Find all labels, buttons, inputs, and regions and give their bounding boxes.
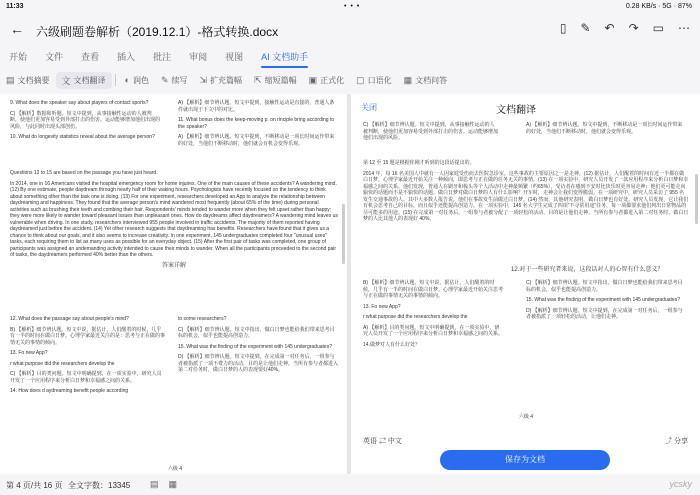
close-button[interactable]: 关闭: [361, 103, 377, 112]
tr-answer-9: C) 【解析】细节辨认题。短文中提到，从事接触性运动的人被判断，使他们更加容易受到外部打击的伤害。运动能够增加他们出现的风险。: [363, 122, 499, 141]
status-dots: • • •: [344, 3, 361, 10]
tool-expand[interactable]: [194, 73, 249, 88]
answer-14: C) 【解析】细节辨认题。短文中指出，做白日梦也能给我们带来思考目标的机会，似乎也能提高创造力。: [178, 326, 335, 339]
share-label: 分享: [674, 438, 688, 445]
toolbar-divider: [115, 74, 116, 86]
document-pane[interactable]: [0, 94, 347, 474]
question-11: 11. What bonus does the keep-moving p. on rinciple bring according to the speaker?: [178, 117, 335, 130]
answer-11: A) 【解析】细节辨认题。短文中提到，接触性运动是直接的，普通人条件就出现于下文中的对比。: [178, 100, 335, 113]
document-title: 六级刷题卷解析（2019.12.1）-格式转换.docx: [36, 25, 279, 39]
tool-shorten[interactable]: [248, 73, 303, 88]
tool-label: 文档摘要: [17, 75, 50, 85]
word-count: 全文字数：13345: [68, 481, 131, 490]
tr-answer-15: D) 【解析】细节辨认题。短文中提到，在完成第一对任务后，一组参与者被指派了一项轻松的活动，让他们走神。: [526, 307, 683, 320]
tr-passage-intro: 第 12 至 15 题是根据你刚才听到的这段话提出的。: [363, 160, 475, 166]
menu-file[interactable]: 文件: [45, 52, 64, 62]
tr-question-14: 14.做梦对人有什么好处？: [363, 341, 420, 348]
tr-answer-14: C) 【解析】细节辨认题。短文中指出，做白日梦也能给我们带来思考目标的机会，似乎也能提高创造力。: [526, 280, 683, 293]
tr-col-bottom-right: [526, 280, 686, 325]
left-col-top: [10, 100, 160, 145]
save-as-doc-button[interactable]: 保存为文档: [440, 450, 610, 470]
menu-ai-assistant[interactable]: AI 文档助手: [252, 48, 317, 66]
question-9: 9. What does the speaker say about players of contact sports?: [10, 100, 149, 106]
summary-icon: ▤: [6, 74, 15, 85]
right-col-bottom: [178, 316, 338, 378]
status-footer: [0, 477, 700, 495]
menu-start[interactable]: 开始: [9, 52, 28, 62]
tr-question-15: 15. What was the finding of the experiment with 145 undergraduates?: [526, 297, 680, 303]
back-arrow-icon[interactable]: ←: [10, 21, 24, 37]
status-indicators: 0.28 KB/s · 5G · 87%: [625, 3, 692, 10]
layout-icon[interactable]: ▭: [652, 21, 664, 35]
question-14-cont: to some researchers?: [178, 316, 227, 322]
left-col-bottom: [10, 316, 165, 399]
tool-doc-translate[interactable]: [56, 72, 112, 89]
tool-formal[interactable]: [303, 73, 351, 88]
redo-icon[interactable]: ↷: [628, 21, 639, 35]
translation-title: 文档翻译: [496, 105, 536, 116]
tr-scrollbar[interactable]: [695, 174, 698, 224]
share-icon: ⤴: [665, 438, 674, 445]
answer-9: C) 【解析】数据和听题。短文中提到，从事接触性运动的人被判断，使他们更加容易受到外部打击的伤害。运动能够增加他们出现的风险，与此同时出现头部创伤。: [10, 110, 161, 130]
tr-answer-11: A) 【解析】细节辨认题。短文中提到，不断移动是一项长时间运作带来的好处，当他们不断移动时，他们就会变得乐观。: [526, 122, 683, 135]
qa-icon: ▦: [403, 74, 413, 85]
title-tools: [560, 21, 690, 35]
answer-13: C) 【解析】目的类问题。短文中明确提到，在一项实验中，研究人员开发了一个应用程序来分析白日梦和幸福感之间的关系。: [10, 371, 162, 384]
menu-review[interactable]: 审阅: [189, 52, 208, 62]
footer-icons: [150, 479, 177, 490]
question-15: 15. What was the finding of the experiment with 145 undergraduates?: [178, 343, 332, 350]
tool-label: 缩短篇幅: [264, 75, 297, 85]
tool-label: 文档问答: [415, 75, 448, 85]
book-icon[interactable]: ▯: [559, 21, 567, 35]
formal-icon: ▣: [308, 74, 318, 85]
more-icon[interactable]: ⋯: [678, 21, 690, 35]
grid-icon[interactable]: ▦: [168, 479, 178, 489]
tool-label: 润色: [132, 75, 149, 85]
tool-doc-qa[interactable]: [398, 73, 454, 88]
menu-bar: [0, 48, 700, 66]
question-13-cont: r what purpose did the researchers develop the: [10, 360, 115, 367]
tr-question-13: 13. Fo new App?: [363, 303, 401, 310]
tool-colloquial[interactable]: [350, 73, 398, 88]
tr-answer-13: A) 【解析】目的类问题。短文中明确提到，在一项实验中，研究人员开发了一个应用程序来分析白日梦和幸福感之间的关系。: [363, 324, 504, 337]
expand-icon: ⇲: [199, 74, 208, 85]
tr-page-number: 六级 4: [518, 414, 534, 420]
tr-col-top-left: [363, 122, 498, 146]
answer-heading: 答案详解: [161, 262, 186, 269]
menu-view[interactable]: 查看: [81, 52, 100, 62]
menu-comment[interactable]: 批注: [153, 52, 172, 62]
tr-answer-12: B) 【解析】细节辨认题。短文中说，据估计，人们醒着的时候，几乎有一半的时间在做白日梦。心理学家最近开始关注思考与正在做的事情无关的事情的倾向。: [363, 280, 504, 299]
passage-intro: Questions 12 to 15 are based on the passage you have just heard.: [10, 170, 158, 176]
shrink-icon: ⇱: [254, 74, 262, 85]
tool-label: 续写: [171, 75, 188, 85]
page-indicator: 第 4 页/共 16 页: [6, 481, 63, 490]
answer-15: D) 【解析】细节辨认题。短文中提到，在完成第一对任务后，一组参与者被指派了一项不费力的活动，目的是让他们走神，当所有参与者都进入第二对任务时，做白日梦的人的表现要好40%。: [178, 354, 339, 373]
title-bar: [0, 16, 700, 44]
tool-label: 文档翻译: [73, 75, 106, 85]
share-button[interactable]: [665, 436, 688, 446]
translation-header: [351, 94, 700, 116]
answer-11b: A) 【解析】细节辨认题。短文中提到，不断移动是一项长时间运作带来的好处，当他们不断移动时，他们就会有机会变得乐观。: [178, 134, 335, 147]
edit-icon[interactable]: ✎: [580, 21, 591, 35]
scrollbar[interactable]: [342, 204, 345, 264]
translation-footer: [351, 430, 700, 474]
layout-icon[interactable]: ▤: [150, 479, 159, 489]
tool-label: 口语化: [367, 75, 392, 85]
tool-label: 正式化: [320, 75, 345, 85]
tool-label: 扩充篇幅: [210, 75, 243, 85]
status-time: 11:33: [6, 3, 24, 10]
tool-polish[interactable]: [119, 73, 155, 88]
pen-icon: ✎: [160, 74, 169, 85]
question-13: 13. Fo new App?: [10, 350, 48, 356]
translation-pane: [351, 94, 700, 474]
passage-text: In 2014, one in 16 Americans visited the hospital emergency room for home injuries. One of the main causes of these accidents? A wandering mind. (12) By one estimate, people daydream through nearly half of their waking hours. Psychologists have recently focused on the tendency to think about something other than the task one is doing. (13) For one experiment, researchers developed an App to analyze the relationship between daydreaming and happiness. They found that the average person's mind wandered most frequently (about 65% of the time) during personal activities such as brushing their teeth and combing their hair. Respondents' minds tended to wander more when they felt upset rather than happy; they were more likely to wander toward pleasant issues than unpleasant ones. How do daydreams affect daydreamers? A wandering mind leaves us vulnerable when driving. In one study, researchers interviewed 955 people involved in traffic accidents. The majority of them reported having daydreamed just before the accident. (14) Yet other research suggests that daydreaming has benefits. Researchers have found that it gives us a chance to think about our goals, and it also seems to increase creativity. In one experiment, 145 undergraduates completed four "unusual uses" tasks, each requiring them to list as many uses as possible for an everyday object. (15) After the first pair of tasks was completed, one group of participants was assigned an undemanding activity intended to cause their minds to wander. When all the participants proceeded to the second pair of tasks, the daydreamers performed 40% better than the others.: [10, 180, 338, 258]
undo-icon[interactable]: ↶: [604, 21, 615, 35]
tool-doc-summary[interactable]: [0, 73, 56, 88]
tr-col-top-right: [526, 122, 686, 139]
menu-view2[interactable]: 视图: [225, 52, 244, 62]
watermark: ycsky: [669, 479, 692, 489]
translate-icon: 文: [61, 75, 71, 86]
question-12: 12. What does the passage say about people's mind?: [10, 316, 129, 322]
tr-col-bottom-left: [363, 280, 503, 352]
status-bar: [0, 0, 700, 14]
palette-icon: ◐: [124, 75, 130, 85]
tr-passage-text: 2014 年，每 16 名美国人中就有一人因家庭受伤而去医院急诊室。这些事故的主要原因之一是走神。(12) 据估计，人们醒着的时间有近一半都在做白日梦。心理学家最近开始关注一种倾向，即思考与正在做的任务无关的事情。(13) 在一项实验中，研究人员开发了一款应用程序来分析白日梦和幸福感之间的关系。他们发现，普通人在刷牙和梳头等个人活动中走神最频繁（约65%）。受访者在感到不安时比快乐时更容易走神；他们更可能走向愉快的话题而不是不愉快的话题。做白日梦对做白日梦的人有什么影响？开车时，走神会让我们变得脆弱。在一项研究中，研究人员采访了 955 名发生交通事故的人。其中大多数人报告说，他们在事故发生前做过白日梦。(14) 然而，其他研究表明，做白日梦也有好处。研究人员发现，它让我们有机会思考自己的目标，而且似乎还能提高创造力。在一项实验中，145 名大学生完成了四项“不寻常用途”任务，每一项都要求他们列出日常物品的尽可能多的用途。(15) 在完成第一对任务后，一组参与者被分配了一项轻松的活动，目的是让他们走神。当所有参与者都进入第二对任务时，做白日梦的人比其他人的表现好 40%。: [363, 170, 689, 222]
page-number: 六级 4: [167, 466, 183, 472]
passage: [10, 170, 338, 273]
tr-question-12: 12.对于一些研究者来说，这段话对人的心智有什么意义？: [511, 267, 664, 273]
language-switch[interactable]: 英语 ⇄ 中文: [363, 438, 402, 445]
question-14: 14. How does d aydreaming benefit people according: [10, 388, 129, 394]
right-col-top: [178, 100, 338, 151]
question-10: 10. What do longevity statistics reveal about the average person?: [10, 134, 155, 140]
tr-question-13-cont: r what purpose did the researchers develop the: [363, 314, 468, 320]
tool-continue[interactable]: [155, 73, 194, 88]
menu-insert[interactable]: 插入: [117, 52, 136, 62]
chat-icon: ▢: [356, 74, 365, 85]
ai-toolbar: [0, 70, 700, 90]
tr-passage: [363, 160, 689, 227]
answer-12: B) 【解析】细节辨认题。短文中说，据估计，人们醒着的时候，几乎有一半的时间在做白日梦。心理学家最近关注的是：思考与正在做的事情无关的事情的倾向。: [10, 326, 166, 346]
